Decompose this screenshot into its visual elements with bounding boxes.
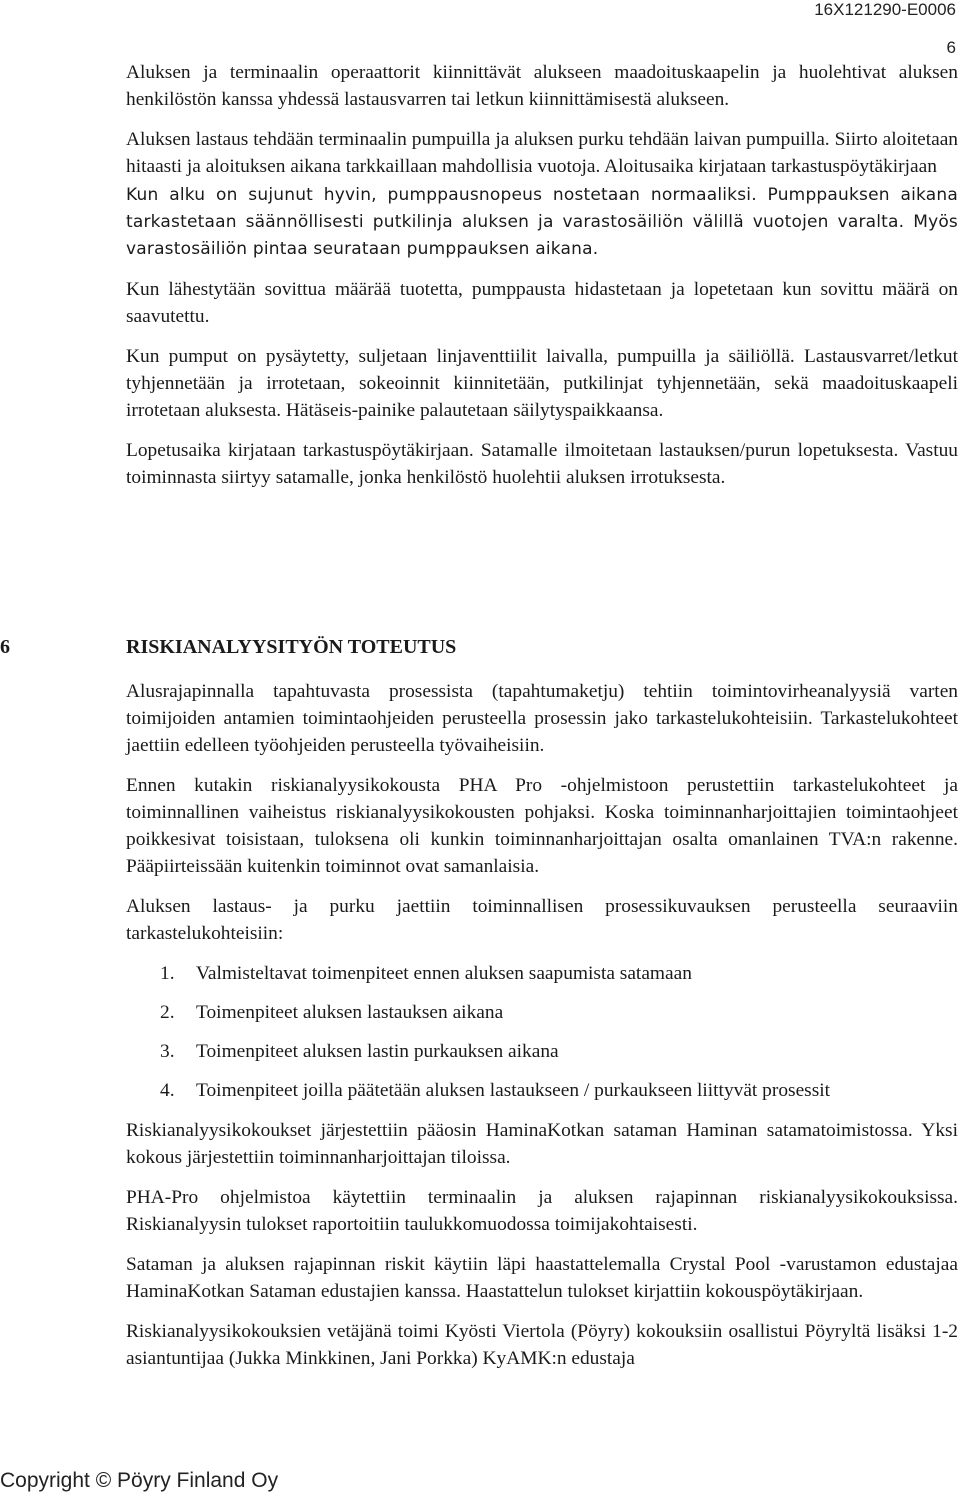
list-item-text: Toimenpiteet aluksen lastin purkauksen aikana	[196, 1041, 559, 1062]
list-item-number: 3.	[160, 1041, 175, 1062]
list-item-number: 2.	[160, 1002, 175, 1023]
paragraph: Ennen kutakin riskianalyysikokousta PHA Pro -ohjelmistoon perustettiin tarkastelukohteet ja toiminnallinen vaiheistus riskianalyysikokousten pohjaksi. Koska toiminnanharjoittajien toimintaohjeet poikkesivat toisistaan, tuloksena oli kunkin toiminnanharjoittajan osalta omanlainen TVA:n rakenne. Pääpiirteissään kuitenkin toiminnot ovat samanlaisia.	[126, 775, 958, 877]
list-item	[126, 999, 958, 1026]
intro-text	[126, 59, 958, 504]
document-id: 16X121290-E0006	[814, 0, 956, 19]
page-number: 6	[946, 38, 956, 57]
list-item-text: Toimenpiteet joilla päätetään aluksen lastaukseen / purkaukseen liittyvät prosessit	[196, 1080, 831, 1101]
section-title: RISKIANALYYSITYÖN TOTEUTUS	[126, 636, 457, 658]
paragraph: Sataman ja aluksen rajapinnan riskit käytiin läpi haastattelemalla Crystal Pool -varustamon edustajaa HaminaKotkan Sataman edustajien kanssa. Haastattelun tulokset kirjattiin kokouspöytäkirjaan.	[126, 1254, 958, 1302]
list-item	[126, 1077, 958, 1104]
list-item-text: Valmisteltavat toimenpiteet ennen aluksen saapumista satamaan	[196, 963, 692, 984]
list-item-text: Toimenpiteet aluksen lastauksen aikana	[196, 1002, 504, 1023]
paragraph: Aluksen lastaus tehdään terminaalin pumpuilla ja aluksen purku tehdään laivan pumpuilla. Siirto aloitetaan hitaasti ja aloituksen aikana tarkkaillaan mahdollisia vuotoja. Aloitusaika kirjataan tarkastuspöytäkirjaan	[126, 129, 958, 177]
list-item-number: 4.	[160, 1080, 175, 1101]
section-body	[126, 678, 958, 1385]
list-item-number: 1.	[160, 963, 175, 984]
paragraph: Kun pumput on pysäytetty, suljetaan linjaventtiilit laivalla, pumpuilla ja säiliöllä. Lastausvarret/letkut tyhjennetään ja irrotetaan, sokeoinnit kiinnitetään, putkilinjat tyhjennetään, sekä maadoituskaapeli irrotetaan aluksesta. Hätäseis-painike palautetaan säilytyspaikkaansa.	[126, 346, 958, 421]
paragraph: Riskianalyysikokouksien vetäjänä toimi Kyösti Viertola (Pöyry) kokouksiin osallistui Pöyryltä lisäksi 1-2 asiantuntijaa (Jukka Minkkinen, Jani Porkka) KyAMK:n edustaja	[126, 1321, 958, 1369]
paragraph: Aluksen lastaus- ja purku jaettiin toiminnallisen prosessikuvauksen perusteella seuraaviin tarkastelukohteisiin:	[126, 896, 958, 944]
paragraph: PHA-Pro ohjelmistoa käytettiin terminaalin ja aluksen rajapinnan riskianalyysikokouksissa. Riskianalyysin tulokset raportoitiin taulukkomuodossa toimijakohtaisesti.	[126, 1187, 958, 1235]
inspection-list	[126, 960, 958, 1104]
paragraph: Riskianalyysikokoukset järjestettiin pääosin HaminaKotkan sataman Haminan satamatoimistossa. Yksi kokous järjestettiin toiminnanharjoittajan tiloissa.	[126, 1120, 958, 1168]
copyright-footer: Copyright © Pöyry Finland Oy	[0, 1469, 279, 1492]
paragraph: Kun lähestytään sovittua määrää tuotetta, pumppausta hidastetaan ja lopetetaan kun sovittu määrä on saavutettu.	[126, 279, 958, 327]
paragraph: Aluksen ja terminaalin operaattorit kiinnittävät alukseen maadoituskaapelin ja huolehtivat aluksen henkilöstön kanssa yhdessä lastausvarren tai letkun kiinnittämisestä alukseen.	[126, 62, 958, 110]
paragraph: Lopetusaika kirjataan tarkastuspöytäkirjaan. Satamalle ilmoitetaan lastauksen/purun lopetuksesta. Vastuu toiminnasta siirtyy satamalle, jonka henkilöstö huolehtii aluksen irrotuksesta.	[126, 440, 958, 488]
paragraph: Kun alku on sujunut hyvin, pumppausnopeus nostetaan normaaliksi. Pumppauksen aikana tarkastetaan säännöllisesti putkilinja aluksen ja varastosäiliön välillä vuotojen varalta. Myös varastosäiliön pintaa seurataan pumppauksen aikana.	[126, 185, 958, 259]
paragraph: Alusrajapinnalla tapahtuvasta prosessista (tapahtumaketju) tehtiin toimintovirheanalyysiä varten toimijoiden antamien toimintaohjeiden perusteella prosessin jako tarkastelukohteisiin. Tarkastelukohteet jaettiin edelleen työohjeiden perusteella työvaiheisiin.	[126, 681, 958, 756]
list-item	[126, 1038, 958, 1065]
section-number: 6	[0, 636, 10, 658]
list-item	[126, 960, 958, 987]
